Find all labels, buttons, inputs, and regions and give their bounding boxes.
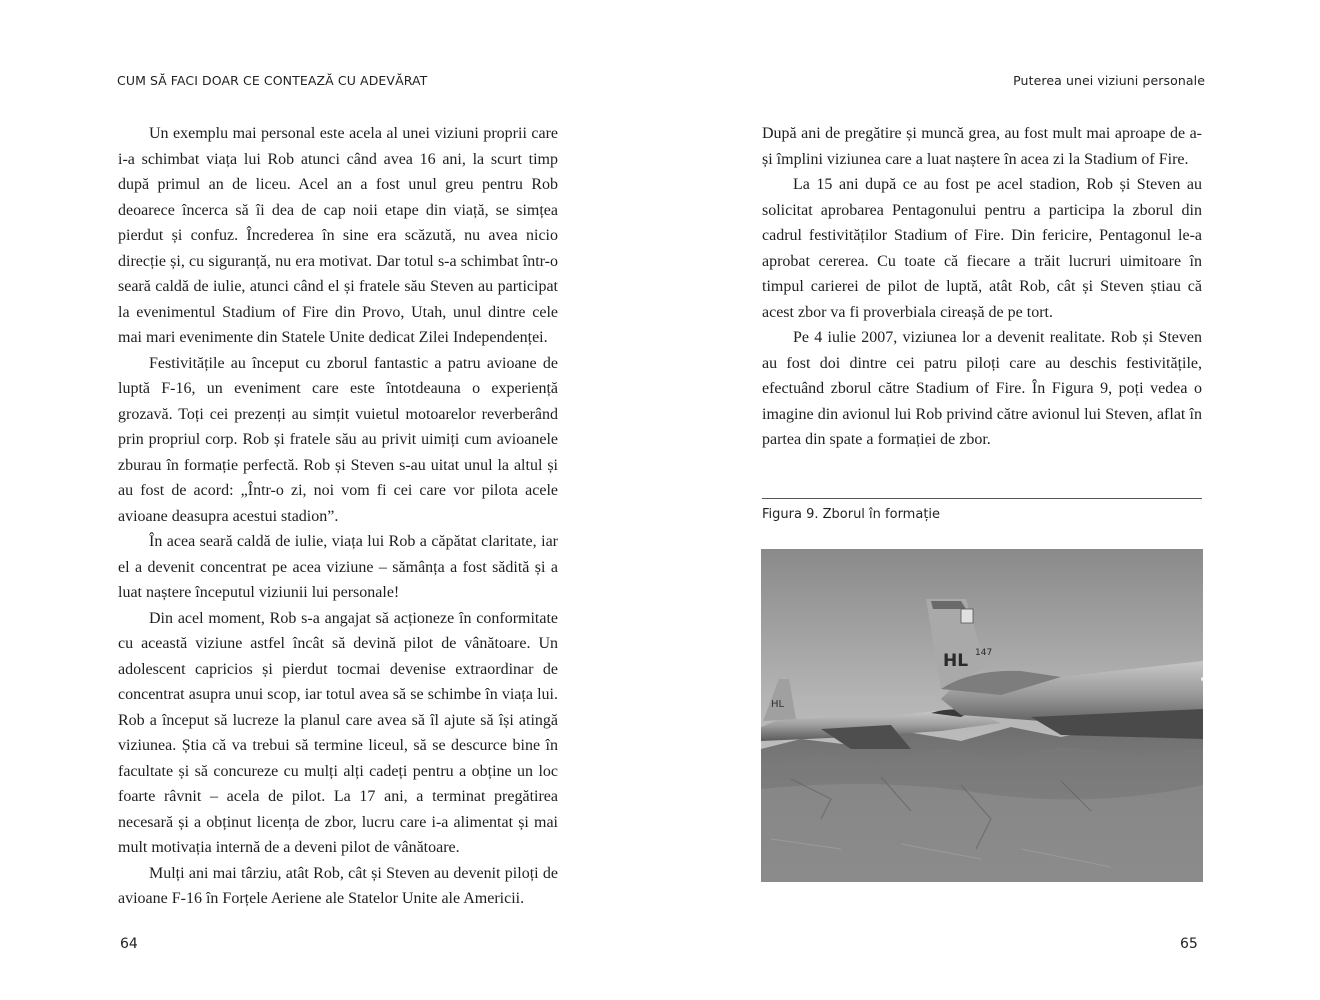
figure-divider (762, 498, 1202, 499)
paragraph: La 15 ani după ce au fost pe acel stadion, Rob și Steven au solicitat aprobarea Pentagonului pentru a participa la zborul din cadrul festivităților Stadium of Fire. Din fericire, Pentagonul le-a aprobat cererea. Cu toate că fiecare a trăit lucruri uimitoare în timpul carierei de pilot de luptă, atât Rob, cât și Steven știau că acest zbor va fi proverbiala cireașă de pe tort. (762, 176, 1202, 321)
paragraph: Un exemplu mai personal este acela al unei viziuni proprii care i-a schimbat viața lui Rob atunci când avea 16 ani, la scurt timp după primul an de liceu. Acel an a fost unul greu pentru Rob deoarece încerca să îi dea de cap noii etape din viață, se simțea pierdut și confuz. Încrederea în sine era scăzută, nu avea nicio direcție și, cu siguranță, nu era motivat. Dar totul s-a schimbat într-o seară caldă de iulie, atunci când el și fratele său Steven au participat la evenimentul Stadium of Fire din Provo, Utah, unul dintre cele mai mari evenimente din Statele Unite dedicat Zilei Independenței. (118, 125, 558, 346)
right-page (660, 0, 1320, 1000)
left-page-body (118, 121, 558, 912)
right-page-body (762, 121, 1202, 453)
paragraph: Din acel moment, Rob s-a angajat să acționeze în conformitate cu această viziune astfel încât să devină pilot de vânătoare. Un adolescent capricios și pierdut tocmai devenise extraordinar de concentrat asupra unui scop, iar totul avea să se schimbe în viața lui. Rob a început să lucreze la planul care avea să îl ajute să își atingă viziunea. Știa că va trebui să termine liceul, să se descurce bine în facultate și să concureze cu mulți alți cadeți pentru a obține un loc foarte râvnit – acela de pilot. La 17 ani, a terminat pregătirea necesară și a obținut licența de zbor, lucru care i-a alimentat și mai mult motivația internă de a deveni pilot de vânătoare. (118, 609, 558, 856)
figure-photo-formation-flight (761, 549, 1203, 882)
running-head-book-title: CUM SĂ FACI DOAR CE CONTEAZĂ CU ADEVĂRAT (117, 73, 428, 88)
paragraph: După ani de pregătire și muncă grea, au fost mult mai aproape de a-și împlini viziunea care a luat naștere în acea zi la Stadium of Fire. (762, 125, 1202, 168)
page-number: 64 (120, 936, 138, 952)
paragraph: Mulți ani mai târziu, atât Rob, cât și Steven au devenit piloți de avioane F-16 în Forțele Aeriene ale Statelor Unite ale Americii. (118, 864, 558, 907)
leading-jet-tail-code: HL (943, 651, 969, 671)
f16-formation-illustration (761, 549, 1203, 882)
running-head-chapter-title: Puterea unei viziuni personale (1013, 73, 1205, 88)
trailing-jet-tail-code: HL (771, 699, 785, 710)
paragraph: Festivitățile au început cu zborul fantastic a patru avioane de luptă F-16, un eveniment care este întotdeauna o experiență grozavă. Toți cei prezenți au simțit vuietul motoarelor reverberând prin propriul corp. Rob și fratele său au privit uimiți cum avioanele zburau în formație perfectă. Rob și Steven s-au uitat unul la altul și au fost de acord: „Într-o zi, noi vom fi cei care vor pilota acele avioane deasupra acestui stadion”. (118, 354, 558, 525)
leading-jet-tail-number: 147 (975, 648, 993, 658)
figure-caption: Figura 9. Zborul în formație (762, 507, 941, 522)
paragraph: În acea seară caldă de iulie, viața lui Rob a căpătat claritate, iar el a devenit concentrat pe acea viziune – sămânța a fost sădită și a luat naștere începutul viziunii lui personale! (118, 533, 558, 601)
page-number: 65 (1180, 936, 1198, 952)
paragraph: Pe 4 iulie 2007, viziunea lor a devenit realitate. Rob și Steven au fost doi dintre cei patru piloți care au deschis festivitățile, efectuând zborul către Stadium of Fire. În Figura 9, poți vedea o imagine din avionul lui Rob privind către avionul lui Steven, aflat în partea din spate a formației de zbor. (762, 329, 1202, 448)
